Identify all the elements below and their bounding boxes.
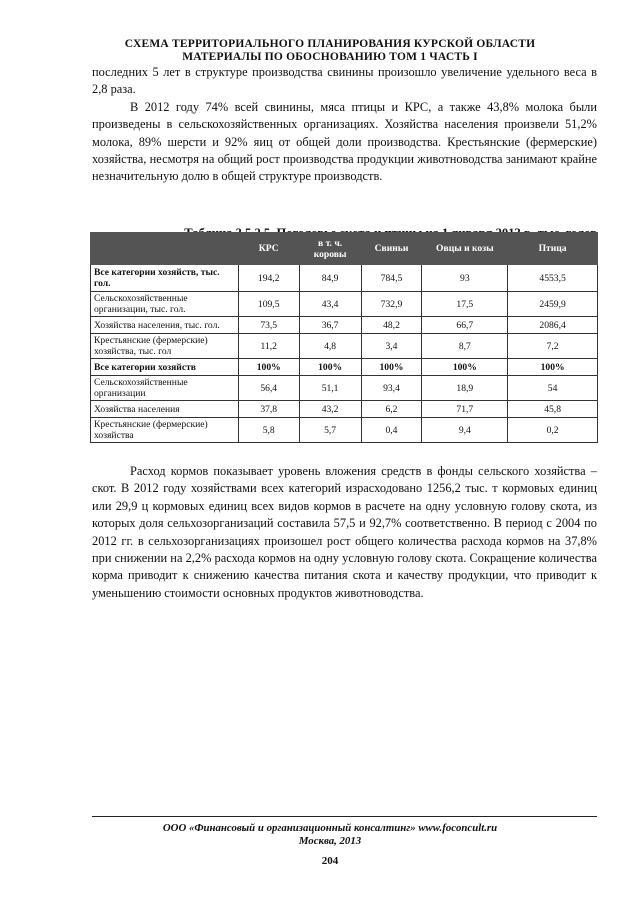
row-label: Все категории хозяйств [91,359,239,376]
table-row [91,334,598,359]
table-cell: 4,8 [299,334,361,359]
table-cell: 2459,9 [508,292,598,317]
table-cell: 43,4 [299,292,361,317]
table-cell: 84,9 [299,265,361,292]
row-label: Хозяйства населения [91,401,239,418]
table-cell: 66,7 [422,317,508,334]
table-cell: 56,4 [238,376,299,401]
row-label: Крестьянские (фермерские) хозяйства [91,418,239,443]
table-row [91,401,598,418]
table-cell: 0,2 [508,418,598,443]
table-row [91,359,598,376]
table-cell: 54 [508,376,598,401]
table-cell: 43,2 [299,401,361,418]
header-cell-pigs: Свиньи [361,233,422,265]
table-row [91,265,598,292]
header-cell-sheep-goats: Овцы и козы [422,233,508,265]
paragraph-production-share: В 2012 году 74% всей свинины, мяса птицы и КРС, а также 43,8% молока были произведены в сельскохозяйственных организациях. Хозяйства населения произвели 51,2% молока, 89% шерсти и 92% яиц от общей доли производства. Крестьянские (фермерские) хозяйства, несмотря на общий рост производства продукции животноводства занимают крайне незначительную долю в общей структуре производств. [92,99,597,184]
paragraph-continuation: последних 5 лет в структуре производства свинины произошло увеличение удельного веса в 2,8 раза. [92,65,597,97]
table-cell: 3,4 [361,334,422,359]
table-cell: 4553,5 [508,265,598,292]
table-cell: 93,4 [361,376,422,401]
table-row [91,376,598,401]
page-number: 204 [321,855,339,867]
table-cell: 8,7 [422,334,508,359]
row-label: Крестьянские (фермерские) хозяйства, тыс. гол [91,334,239,359]
row-label: Сельскохозяйственные организации [91,376,239,401]
table-cell: 100% [299,359,361,376]
header-cell-poultry: Птица [508,233,598,265]
table-cell: 11,2 [238,334,299,359]
table-cell: 5,7 [299,418,361,443]
table-cell: 51,1 [299,376,361,401]
table-cell: 100% [238,359,299,376]
table-cell: 2086,4 [508,317,598,334]
table-cell: 109,5 [238,292,299,317]
footer-city-year: Москва, 2013 [298,835,362,847]
table-cell: 5,8 [238,418,299,443]
table-cell: 93 [422,265,508,292]
paragraph-feed-consumption: Расход кормов показывает уровень вложения средств в фонды сельского хозяйства – скот. В 2012 году хозяйствами всех категорий израсходовано 1256,2 тыс. т кормовых единиц или 29,9 ц кормовых единиц всех видов кормов в расчете на одну условную голову скота, из которых доля сельхозорганизаций составила 57,5 и 92,7% соответственно. В период с 2004 по 2012 гг. в сельхозорганизациях произошел рост общего количества расхода кормов на 37,8% при снижении на 2,2% расхода кормов на одну условную голову скота. Сокращение количества корма приводит к снижению качества питания скота и качеству продукции, что приводит к уменьшению стоимости основных продуктов животноводства. [92,464,597,600]
table-cell: 784,5 [361,265,422,292]
row-label: Сельскохозяйственные организации, тыс. гол. [91,292,239,317]
table-cell: 0,4 [361,418,422,443]
header-cell-cattle: КРС [238,233,299,265]
header-cell-category [91,233,239,265]
table-cell: 48,2 [361,317,422,334]
table-cell: 17,5 [422,292,508,317]
table-cell: 6,2 [361,401,422,418]
header-cell-cows: в т. ч. коровы [299,233,361,265]
page-header [60,38,600,64]
header-subtitle: МАТЕРИАЛЫ ПО ОБОСНОВАНИЮ ТОМ 1 ЧАСТЬ I [182,51,478,63]
table-cell: 73,5 [238,317,299,334]
table-row [91,292,598,317]
table-cell: 36,7 [299,317,361,334]
table-header-row [91,233,598,265]
footer-company: ООО «Финансовый и организационный консалтинг» www.foconcult.ru [162,822,498,834]
table-cell: 732,9 [361,292,422,317]
header-title: СХЕМА ТЕРРИТОРИАЛЬНОГО ПЛАНИРОВАНИЯ КУРСКОЙ ОБЛАСТИ [124,38,536,50]
table-cell: 71,7 [422,401,508,418]
page-footer [60,822,600,848]
table-cell: 100% [361,359,422,376]
table-cell: 100% [508,359,598,376]
table-cell: 37,8 [238,401,299,418]
intro-text [92,64,597,186]
table-cell: 194,2 [238,265,299,292]
row-label: Все категории хозяйств, тыс. гол. [91,265,239,292]
livestock-table [90,232,598,443]
table-row [91,418,598,443]
table-cell: 18,9 [422,376,508,401]
table-cell: 9,4 [422,418,508,443]
row-label: Хозяйства населения, тыс. гол. [91,317,239,334]
table-cell: 45,8 [508,401,598,418]
table-cell: 100% [422,359,508,376]
table-row [91,317,598,334]
table-cell: 7,2 [508,334,598,359]
footer-divider [92,816,597,817]
feed-text [92,463,597,602]
